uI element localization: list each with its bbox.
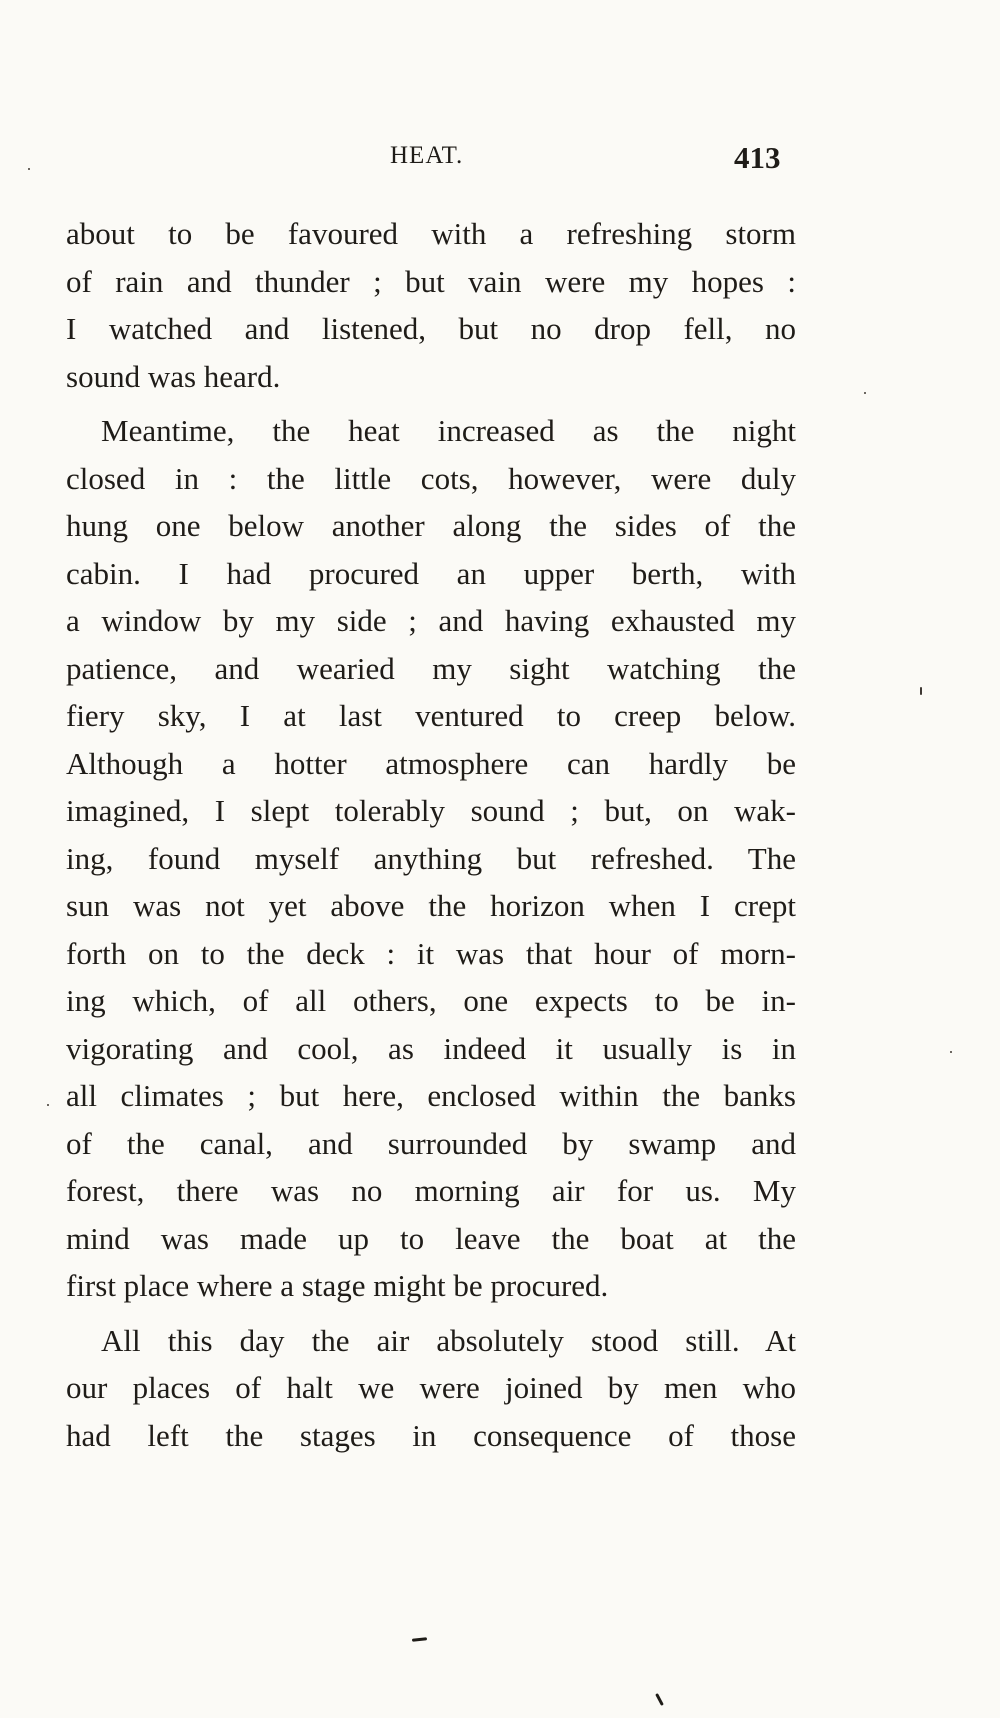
paragraph-3	[66, 1317, 796, 1460]
stray-mark	[655, 1693, 664, 1706]
paragraph-line: closed in : the little cots, however, were duly	[66, 460, 796, 496]
paragraph-line: hung one below another along the sides of the	[66, 508, 796, 543]
paragraph-line: fiery sky, I at last ventured to creep below.	[66, 698, 796, 733]
paragraph-line: imagined, I slept tolerably sound ; but, on wak-	[66, 793, 796, 828]
paragraph-line: sun was not yet above the horizon when I crept	[66, 888, 796, 923]
paragraph-line: Although a hotter atmosphere can hardly be	[66, 745, 796, 781]
paper-speck	[920, 687, 922, 695]
page-number: 413	[734, 140, 781, 175]
paragraph-line: about to be favoured with a refreshing storm	[66, 216, 796, 251]
paragraph-line: forest, there was no morning air for us. My	[66, 1173, 796, 1208]
paragraph-2	[66, 407, 796, 1310]
paper-speck	[950, 1051, 952, 1053]
paper-speck	[864, 392, 866, 394]
running-title: HEAT.	[390, 142, 464, 169]
paragraph-line: I watched and listened, but no drop fell, no	[66, 311, 796, 346]
running-head	[0, 142, 1000, 182]
paragraph-line: All this day the air absolutely stood still. At	[101, 1322, 796, 1358]
paragraph-line: ing which, of all others, one expects to be in-	[66, 983, 796, 1018]
paragraph-line: sound was heard.	[66, 358, 281, 394]
paragraph-line: Meantime, the heat increased as the night	[101, 413, 796, 448]
paragraph-line: forth on to the deck : it was that hour of morn-	[66, 935, 796, 971]
paragraph-line: of the canal, and surrounded by swamp and	[66, 1125, 796, 1161]
paragraph-line: of rain and thunder ; but vain were my hopes :	[66, 263, 796, 299]
printers-mark	[412, 1637, 427, 1642]
paragraph-line: first place where a stage might be procured.	[66, 1268, 609, 1303]
paragraph-line: had left the stages in consequence of those	[66, 1417, 796, 1453]
paragraph-line: our places of halt we were joined by men who	[66, 1370, 796, 1405]
body-text	[66, 210, 796, 1466]
paragraph-line: vigorating and cool, as indeed it usually is in	[66, 1030, 796, 1066]
paper-speck	[28, 168, 30, 170]
paragraph-line: ing, found myself anything but refreshed. The	[66, 840, 796, 876]
paragraph-1	[66, 210, 796, 400]
paper-speck	[47, 1104, 49, 1106]
paragraph-line: all climates ; but here, enclosed within the banks	[66, 1078, 796, 1113]
paragraph-line: a window by my side ; and having exhausted my	[66, 603, 796, 638]
paragraph-line: mind was made up to leave the boat at the	[66, 1220, 796, 1256]
paragraph-line: cabin. I had procured an upper berth, with	[66, 555, 796, 591]
paragraph-line: patience, and wearied my sight watching the	[66, 650, 796, 686]
